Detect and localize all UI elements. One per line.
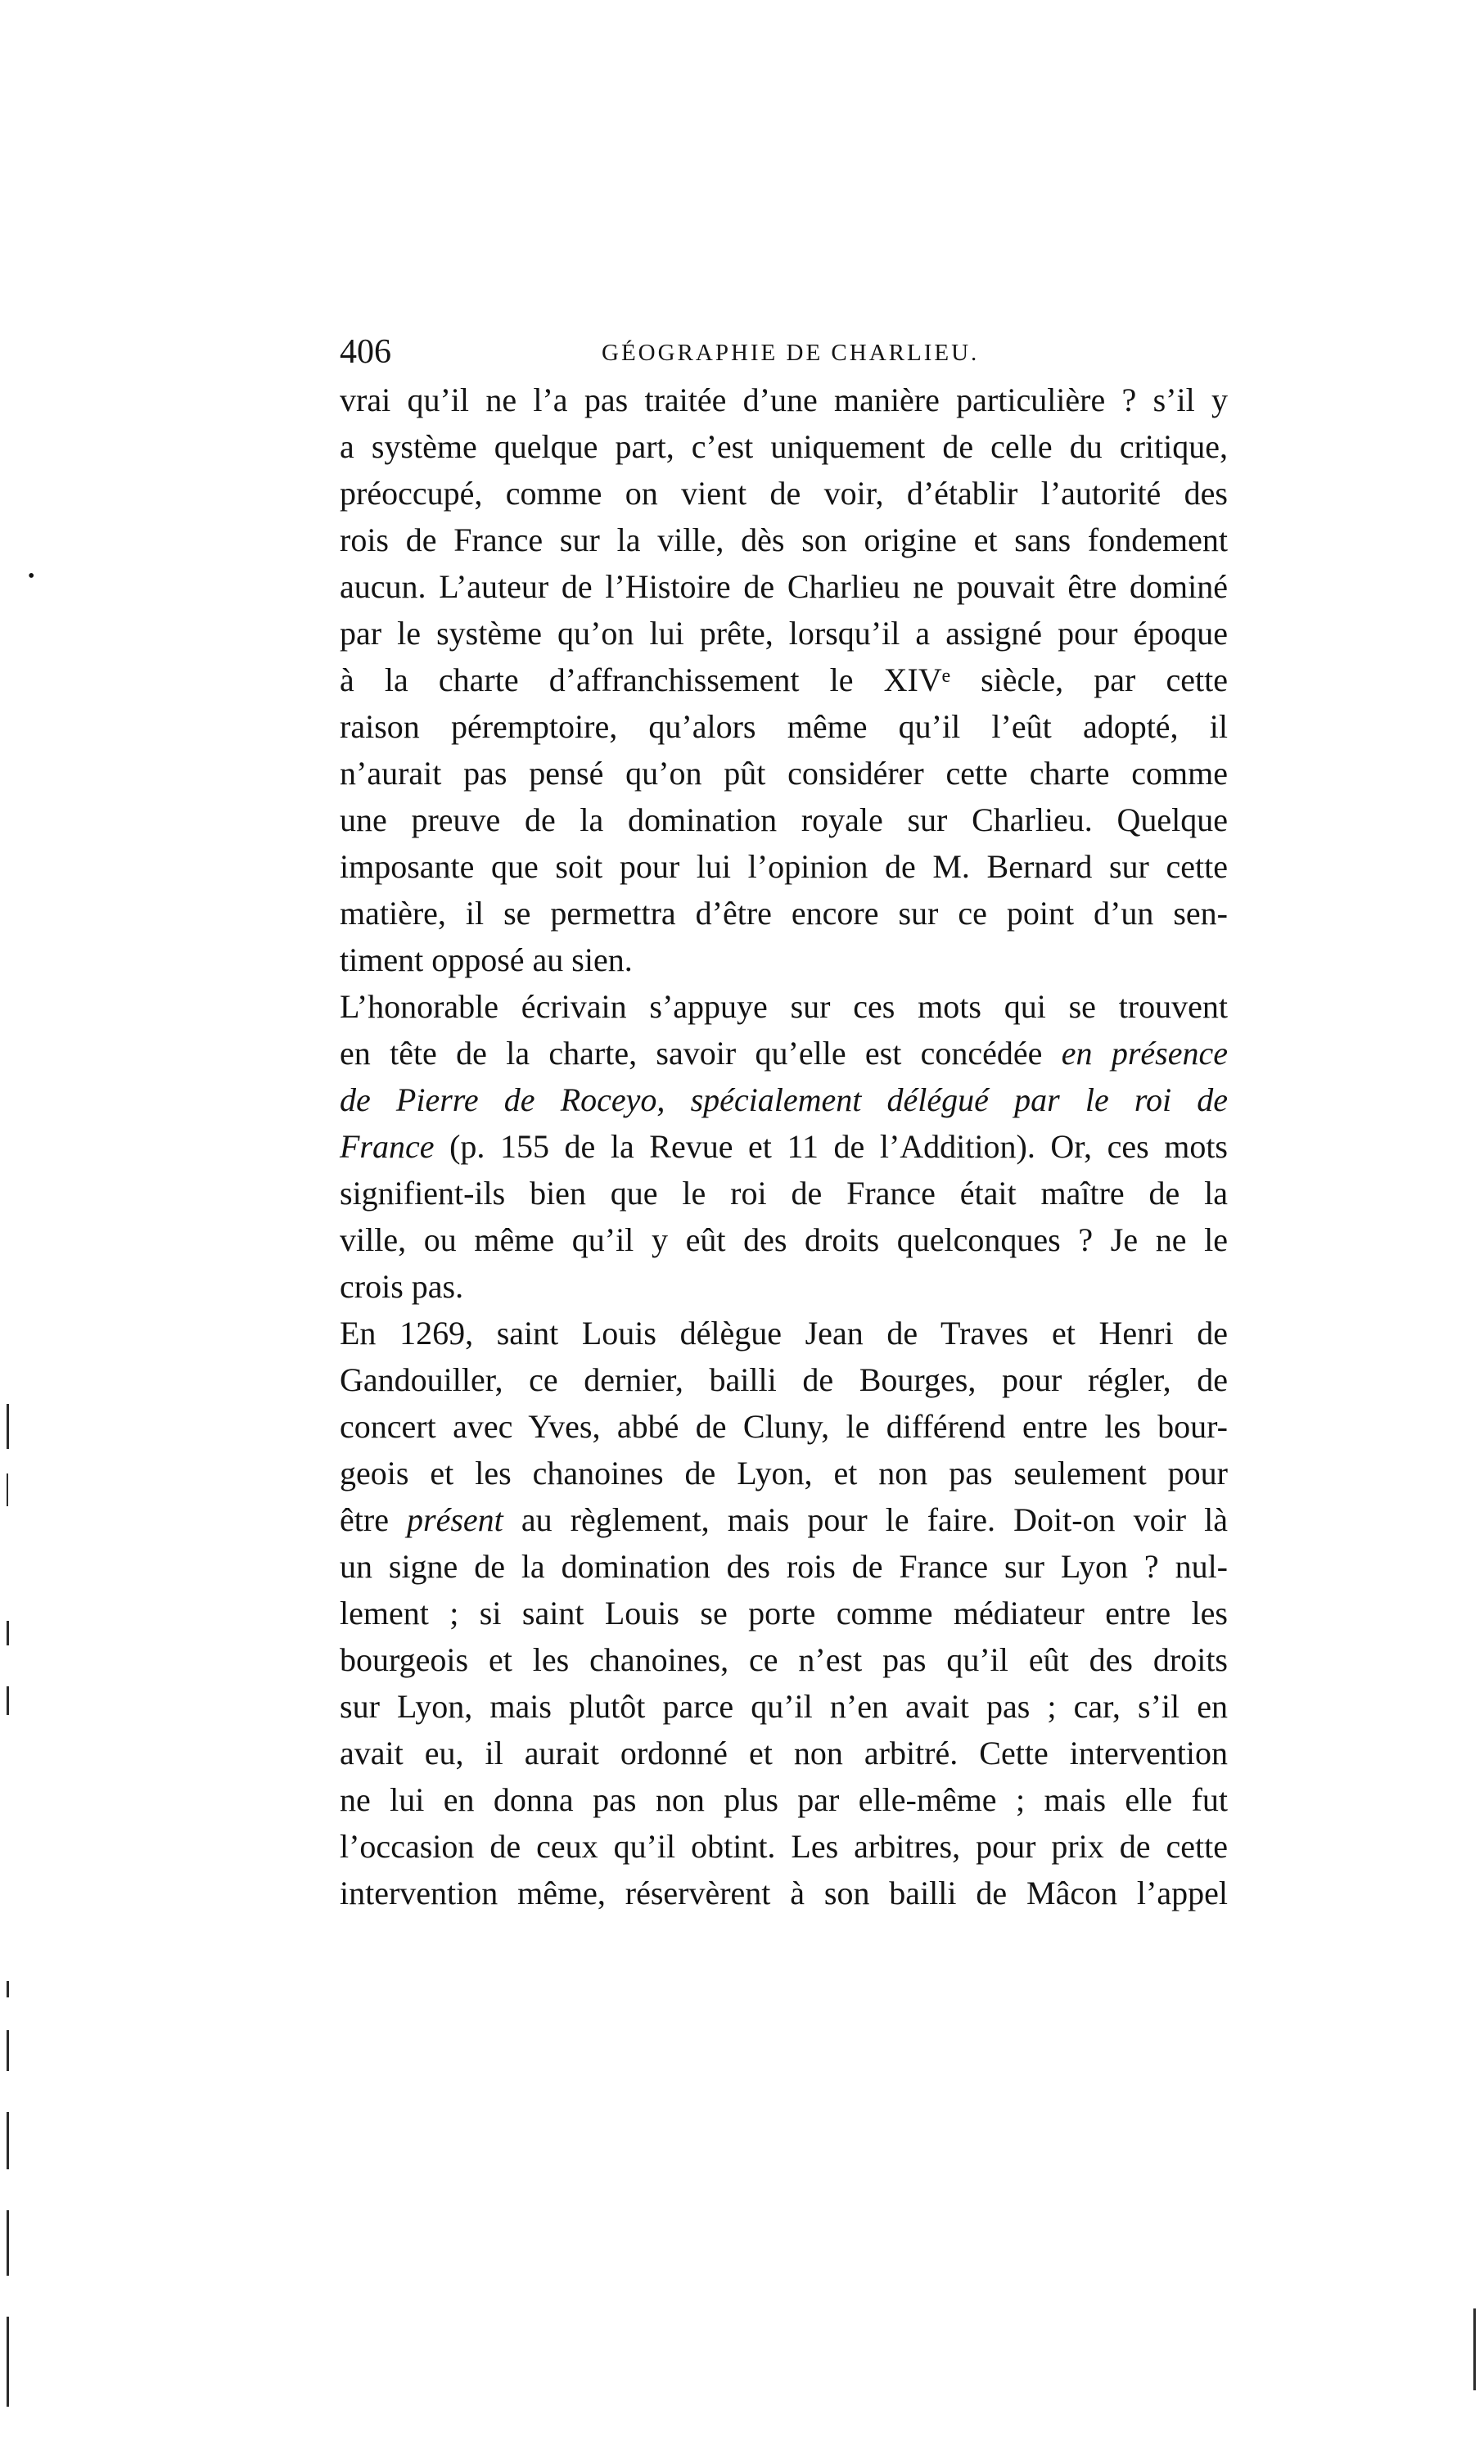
- text-line: crois pas.: [340, 1268, 464, 1305]
- text-line: L’honorable écrivain s’appuye sur ces mots qui se trouvent: [340, 988, 1228, 1025]
- text-line: sur Lyon, mais plutôt parce qu’il n’en avait pas ; car, s’il en: [340, 1688, 1228, 1725]
- scan-edge-mark: [7, 2210, 9, 2276]
- text-line: signifient-ils bien que le roi de France était maître de la: [340, 1175, 1228, 1212]
- running-title: GÉOGRAPHIE DE CHARLIEU.: [602, 340, 980, 366]
- text-line: a système quelque part, c’est uniquement de celle du critique,: [340, 428, 1228, 465]
- text-segment: être: [340, 1501, 408, 1538]
- text-line: n’aurait pas pensé qu’on pût considérer cette charte comme: [340, 755, 1228, 792]
- page-number: 406: [340, 333, 391, 371]
- text-line: à la charte d’affranchissement le XIVᵉ siècle, par cette: [340, 661, 1228, 698]
- text-segment: en tête de la charte, savoir qu’elle est concédée: [340, 1035, 1062, 1072]
- text-line: En 1269, saint Louis délègue Jean de Traves et Henri de: [340, 1315, 1228, 1352]
- text-line: geois et les chanoines de Lyon, et non pas seulement pour: [340, 1455, 1228, 1491]
- text-segment: au règlement, mais pour le faire. Doit-on voir là: [503, 1501, 1228, 1538]
- text-line-italic-mid: [340, 1496, 1228, 1543]
- text-line: préoccupé, comme on vient de voir, d’établir l’autorité des: [340, 475, 1228, 512]
- text-line: concert avec Yves, abbé de Cluny, le différend entre les bour-: [340, 1408, 1228, 1445]
- text-line: raison péremptoire, qu’alors même qu’il l’eût adopté, il: [340, 708, 1228, 745]
- scan-edge-mark: [7, 1981, 9, 1997]
- text-line: rois de France sur la ville, dès son origine et sans fondement: [340, 521, 1228, 558]
- text-line: intervention même, réservèrent à son bailli de Mâcon l’appel: [340, 1875, 1228, 1911]
- text-line: l’occasion de ceux qu’il obtint. Les arbitres, pour prix de cette: [340, 1828, 1228, 1865]
- text-line: imposante que soit pour lui l’opinion de M. Bernard sur cette: [340, 848, 1228, 885]
- text-line: aucun. L’auteur de l’Histoire de Charlieu ne pouvait être dominé: [340, 568, 1228, 605]
- text-line: une preuve de la domination royale sur Charlieu. Quelque: [340, 801, 1228, 838]
- text-line: ville, ou même qu’il y eût des droits quelconques ? Je ne le: [340, 1221, 1228, 1258]
- running-head: [340, 332, 1224, 372]
- text-line: bourgeois et les chanoines, ce n’est pas qu’il eût des droits: [340, 1641, 1228, 1678]
- scan-edge-mark: [7, 1473, 8, 1506]
- text-line: Gandouiller, ce dernier, bailli de Bourges, pour régler, de: [340, 1361, 1228, 1398]
- text-line-italic: de Pierre de Roceyo, spécialement délégué par le roi de: [340, 1081, 1228, 1118]
- scan-edge-mark: [7, 1404, 9, 1449]
- text-line-italic-start: [340, 1123, 1228, 1170]
- paragraph-2: [340, 983, 1228, 1310]
- text-line: timent opposé au sien.: [340, 941, 633, 978]
- body-text: [340, 377, 1228, 1916]
- scan-edge-mark: [7, 2112, 9, 2169]
- italic-segment: en présence: [1061, 1035, 1228, 1072]
- scan-edge-mark: [7, 2030, 9, 2071]
- scan-edge-mark: [7, 1621, 9, 1645]
- text-line-italic-end: [340, 1030, 1228, 1076]
- text-line: ne lui en donna pas non plus par elle-même ; mais elle fut: [340, 1781, 1228, 1818]
- text-segment: (p. 155 de la Revue et 11 de l’Addition). Or, ces mots: [434, 1128, 1228, 1165]
- margin-dot: •: [28, 566, 35, 587]
- italic-segment: France: [340, 1128, 435, 1165]
- text-line: par le système qu’on lui prête, lorsqu’il a assigné pour époque: [340, 615, 1228, 652]
- text-line: un signe de la domination des rois de France sur Lyon ? nul-: [340, 1548, 1228, 1585]
- scan-edge-mark: [7, 1686, 9, 1715]
- text-line: matière, il se permettra d’être encore sur ce point d’un sen-: [340, 895, 1228, 932]
- paragraph-3: [340, 1310, 1228, 1916]
- italic-segment: présent: [407, 1501, 503, 1538]
- paragraph-1: [340, 377, 1228, 983]
- text-line: vrai qu’il ne l’a pas traitée d’une manière particulière ? s’il y: [340, 381, 1228, 418]
- text-line: lement ; si saint Louis se porte comme médiateur entre les: [340, 1595, 1228, 1631]
- scan-edge-mark: [7, 2317, 9, 2407]
- scan-edge-mark: [1473, 2308, 1476, 2390]
- text-line: avait eu, il aurait ordonné et non arbitré. Cette intervention: [340, 1735, 1228, 1771]
